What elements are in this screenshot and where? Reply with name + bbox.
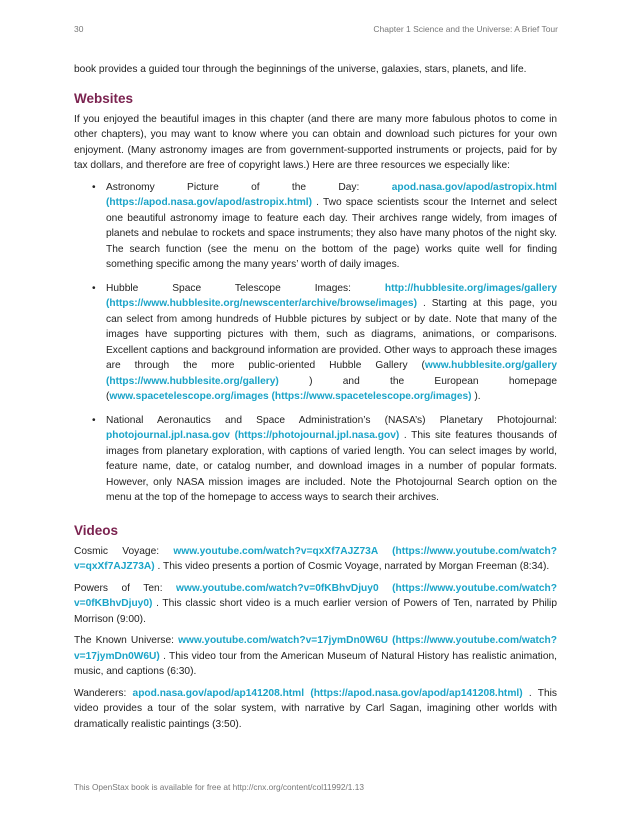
websites-heading: Websites <box>74 90 134 106</box>
list-item <box>74 281 557 405</box>
wanderers-link[interactable]: apod.nasa.gov/apod/ap141208.html (https://apod.nasa.gov/apod/ap141208.html) <box>132 687 523 699</box>
item-text: ) and the European homepage ( <box>106 375 557 402</box>
video-item <box>74 686 557 733</box>
item-text: . Two space scientists scour the Internet and select one beautiful astronomy image to feature each day. Their archives range widely, from images of planets and nebulae to rockets and space instruments; they also have many photos of the night sky. The search function (see the menu on the bottom of the page) works quite well for finding something specific among the many years’ worth of daily images. <box>106 197 557 270</box>
bullet-icon: • <box>92 414 96 426</box>
item-text: . This site features thousands of images from planetary exploration, with captions of varied length. You can select images by world, feature name, date, or catalog number, and download images in a number of popular formats. However, only NASA mission images are included. Note the Photojournal Search option on the menu at the top of the homepage to access ways to search their archives. <box>106 430 557 503</box>
list-item <box>74 413 557 506</box>
bullet-icon: • <box>92 282 96 294</box>
websites-paragraph: If you enjoyed the beautiful images in this chapter (and there are many more fabulous photos to come in other chapters), you may want to know where you can obtain and download such pictures for your own enjoyment. (Many astronomy images are from government-supported instruments or projects, paid for by tax dollars, and therefore are free of copyright laws.) Here are three resources we especially like: <box>74 113 557 171</box>
hubble-gallery-link[interactable]: www.hubblesite.org/gallery (https://www.hubblesite.org/gallery) <box>106 360 557 387</box>
websites-list <box>74 180 557 506</box>
video-item <box>74 633 557 680</box>
video-item <box>74 581 557 628</box>
powers-of-ten-link[interactable]: www.youtube.com/watch?v=0fKBhvDjuy0 (https://www.youtube.com/watch?v=0fKBhvDjuy0) <box>74 582 557 609</box>
cosmic-voyage-link[interactable]: www.youtube.com/watch?v=qxXf7AJZ73A (https://www.youtube.com/watch?v=qxXf7AJZ73A) <box>74 545 557 572</box>
photojournal-link[interactable]: photojournal.jpl.nasa.gov (https://photojournal.jpl.nasa.gov) <box>106 430 400 441</box>
page-body <box>74 62 557 738</box>
bullet-icon: • <box>92 181 96 193</box>
item-text: ). <box>471 391 481 402</box>
hubble-images-link[interactable]: http://hubblesite.org/images/gallery (https://www.hubblesite.org/newscenter/archive/browse/images) <box>106 282 557 309</box>
video-text: . This video provides a tour of the solar system, with narrative by Carl Sagan, imagining other worlds with dramatically realistic paintings (3:50). <box>74 687 557 730</box>
item-lead: National Aeronautics and Space Administration’s (NASA’s) Planetary Photojournal: <box>106 414 557 426</box>
intro-paragraph: book provides a guided tour through the beginnings of the universe, galaxies, stars, planets, and life. <box>74 64 527 75</box>
videos-heading: Videos <box>74 522 119 538</box>
video-title: Powers of Ten: <box>74 582 177 594</box>
known-universe-link[interactable]: www.youtube.com/watch?v=17jymDn0W6U (https://www.youtube.com/watch?v=17jymDn0W6U) <box>74 635 557 662</box>
item-lead: Astronomy Picture of the Day: <box>106 181 392 193</box>
apod-link[interactable]: apod.nasa.gov/apod/astropix.html (https://apod.nasa.gov/apod/astropix.html) <box>106 181 557 208</box>
item-text: . Starting at this page, you can select from among hundreds of Hubble pictures by subject or by date. Note that many of the images have supporting pictures with them, such as diagrams, animations, or comparisons. Excellent captions and background information are provided. Other ways to approach these images are through the more public-oriented Hubble Gallery ( <box>106 298 557 371</box>
list-item <box>74 180 557 273</box>
video-title: The Known Universe: <box>74 635 179 646</box>
page-number: 30 <box>74 24 84 34</box>
video-text: . This video presents a portion of Cosmic Voyage, narrated by Morgan Freeman (8:34). <box>154 561 550 572</box>
video-item <box>74 544 557 575</box>
item-lead: Hubble Space Telescope Images: <box>106 282 385 294</box>
video-title: Wanderers: <box>74 687 133 699</box>
video-title: Cosmic Voyage: <box>74 545 174 557</box>
footer: This OpenStax book is available for free at http://cnx.org/content/col11992/1.13 <box>74 782 364 792</box>
video-text: . This classic short video is a much earlier version of Powers of Ten, narrated by Philip Morrison (9:00). <box>74 598 557 625</box>
running-head: Chapter 1 Science and the Universe: A Brief Tour <box>373 24 558 34</box>
spacetelescope-link[interactable]: www.spacetelescope.org/images (https://www.spacetelescope.org/images) <box>109 391 472 402</box>
video-text: . This video tour from the American Museum of Natural History has realistic animation, music, and captions (6:30). <box>74 650 557 677</box>
